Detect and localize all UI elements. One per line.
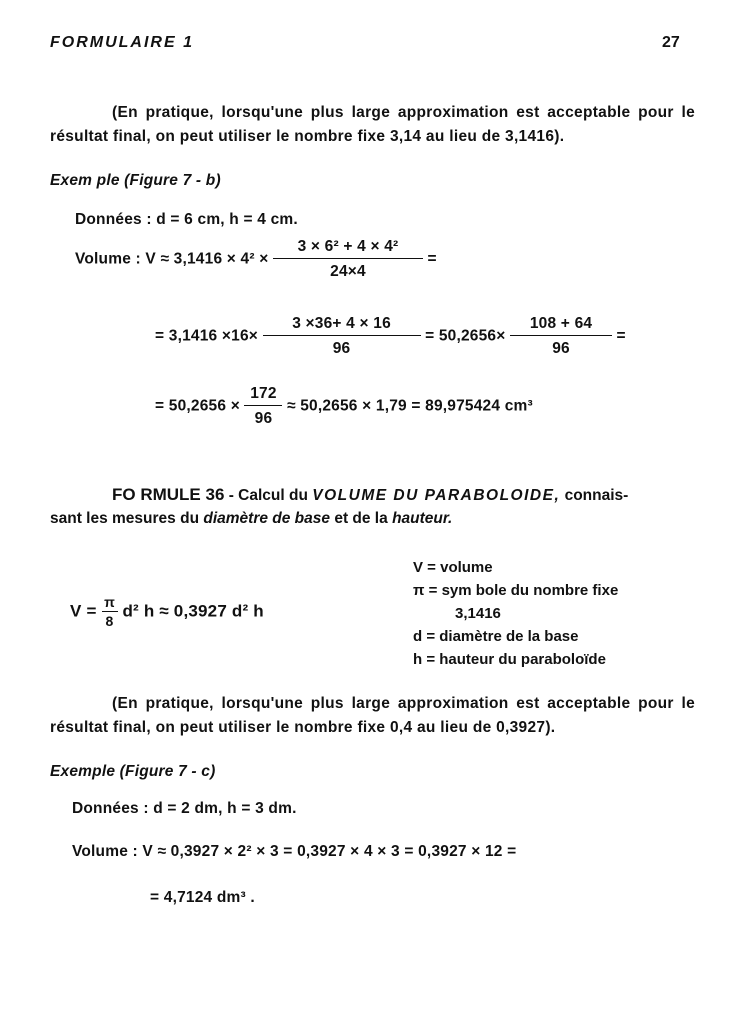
formula-lhs: V = [70, 601, 97, 621]
fraction-denominator: 96 [254, 410, 273, 427]
formula36-legend [413, 556, 618, 671]
formula36-line2-b: diamètre de base [203, 510, 331, 527]
fraction-numerator: π [102, 594, 118, 612]
step2-fraction-2 [510, 315, 612, 358]
example1-heading: Exem ple (Figure 7 - b) [50, 172, 221, 189]
legend-item: h = hauteur du paraboloïde [413, 651, 606, 668]
fraction-numerator: 3 × 6² + 4 × 4² [273, 238, 423, 259]
example2-volume: Volume : V ≈ 0,3927 × 2² × 3 = 0,3927 × 4 × 3 = 0,3927 × 12 = [72, 843, 517, 860]
fraction-numerator: 172 [244, 385, 282, 406]
example1-step2-equation [155, 315, 626, 358]
formula36-title: VOLUME DU PARABOLOIDE, [312, 487, 561, 504]
example2-data: Données : d = 2 dm, h = 3 dm. [72, 800, 297, 817]
formula36-main-formula [70, 594, 264, 629]
intro-paragraph [50, 101, 695, 149]
fraction-numerator: 3 ×36+ 4 × 16 [263, 315, 421, 336]
legend-item: V = volume [413, 559, 493, 576]
legend-item: 3,1416 [455, 605, 501, 622]
step2-mid: = 50,2656× [425, 327, 506, 345]
example1-volume-prefix: Volume : V ≈ 3,1416 × 4² × [75, 250, 269, 268]
formula36-intro: - Calcul du [228, 487, 308, 504]
intro-paragraph-text: (En pratique, lorsqu'une plus large approximation est acceptable pour le résultat final, on peut utiliser le nombre fixe 3,14 au lieu de 3,1416). [50, 104, 695, 145]
legend-item: π = sym bole du nombre fixe [413, 582, 619, 599]
example1-step3-equation [155, 385, 533, 428]
step2-prefix: = 3,1416 ×16× [155, 327, 259, 345]
example1-volume-equation [75, 238, 437, 281]
fraction-denominator: 96 [332, 340, 351, 357]
fraction-denominator: 96 [552, 340, 570, 357]
step3-fraction [244, 385, 282, 428]
fraction-numerator: 108 + 64 [510, 315, 612, 336]
step3-suffix: ≈ 50,2656 × 1,79 = 89,975424 cm³ [286, 397, 533, 415]
formula36-heading [112, 485, 628, 505]
formula-rhs: d² h ≈ 0,3927 d² h [122, 601, 264, 621]
formula36-line2-c: et de la [334, 510, 388, 527]
example1-volume-suffix: = [427, 250, 437, 268]
fraction-denominator: 8 [105, 613, 114, 629]
running-header-title: FORMULAIRE 1 [50, 34, 194, 51]
example2-result: = 4,7124 dm³ . [150, 889, 255, 906]
legend-item: d = diamètre de la base [413, 628, 579, 645]
formula36-line2-d: hauteur. [392, 510, 453, 527]
formula36-subheading [50, 510, 452, 528]
example1-volume-fraction [273, 238, 423, 281]
example2-heading: Exemple (Figure 7 - c) [50, 763, 216, 780]
step3-prefix: = 50,2656 × [155, 397, 240, 415]
second-paragraph [50, 692, 695, 740]
step2-fraction-1 [263, 315, 421, 358]
page-number: 27 [662, 34, 680, 51]
formula36-label: FO RMULE 36 [112, 485, 225, 504]
fraction-denominator: 24×4 [330, 263, 366, 280]
example1-data: Données : d = 6 cm, h = 4 cm. [75, 211, 298, 228]
step2-suffix: = [616, 327, 626, 345]
pi-over-8-fraction [102, 594, 118, 629]
second-paragraph-text: (En pratique, lorsqu'une plus large approximation est acceptable pour le résultat final, on peut utiliser le nombre fixe 0,4 au lieu de 0,3927). [50, 695, 695, 736]
formula36-line2-a: sant les mesures du [50, 510, 200, 527]
formula36-after-title: connais- [564, 487, 629, 504]
